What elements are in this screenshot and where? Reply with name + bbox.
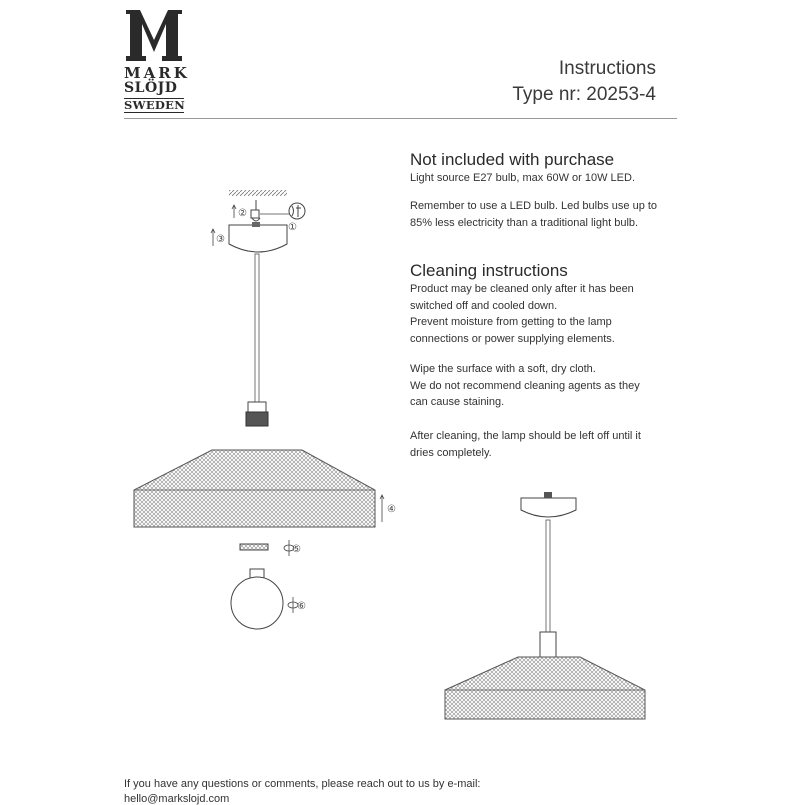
step-2-marker [232,205,247,219]
ceiling-hatch [229,190,287,196]
logo-text-mark: MARK [124,64,190,82]
ceiling-hook [251,200,260,221]
doc-title: Instructions [558,58,656,79]
step-5-label: ⑤ [292,544,301,555]
cleaning-title: Cleaning instructions [410,261,568,280]
step-4-label: ④ [387,504,396,515]
cleaning-line: After cleaning, the lamp should be left off until it [410,430,641,442]
not-included-title: Not included with purchase [410,150,615,169]
step-3-label: ③ [216,234,225,245]
assembled-lamp [445,492,645,719]
cleaning-line: switched off and cooled down. [410,299,558,312]
cleaning-line: Prevent moisture from getting to the lamp [410,316,612,328]
cleaning-line: can cause staining. [410,396,505,408]
ceiling-canopy [229,225,287,252]
not-included-line: Light source E27 bulb, max 60W or 10W LED. [410,172,635,184]
wire-connector-icon [289,203,305,219]
cleaning-line: We do not recommend cleaning agents as they [410,379,640,392]
lamp-socket [246,402,268,426]
step-2-label: ② [238,208,247,219]
light-bulb [231,569,283,629]
led-reminder-line: 85% less electricity than a traditional light bulb. [410,216,639,229]
cleaning-line: Product may be cleaned only after it has been [410,283,634,295]
cleaning-line: connections or power supplying elements. [410,332,615,345]
lamp-shade [134,450,375,527]
led-reminder-line: Remember to use a LED bulb. Led bulbs use up to [410,200,658,212]
step-1-label: ① [288,222,297,233]
shade-ring [240,544,268,550]
contact-email[interactable]: hello@markslojd.com [124,793,230,805]
canopy-screw [252,222,260,227]
cleaning-line: dries completely. [410,446,492,459]
logo-text-slojd: SLÖJD [124,80,178,96]
logo-text-sweden: SWEDEN [124,98,186,112]
step-6-label: ⑥ [297,601,306,612]
step-3-marker [211,229,225,246]
step-4-marker [380,495,396,522]
step-5-marker [284,540,301,556]
cleaning-line: Wipe the surface with a soft, dry cloth. [410,363,596,375]
step-6-marker [288,597,306,613]
contact-text: If you have any questions or comments, please reach out to us by e-mail: [124,778,481,790]
pendant-cord [255,254,259,404]
type-number: Type nr: 20253-4 [512,84,656,105]
